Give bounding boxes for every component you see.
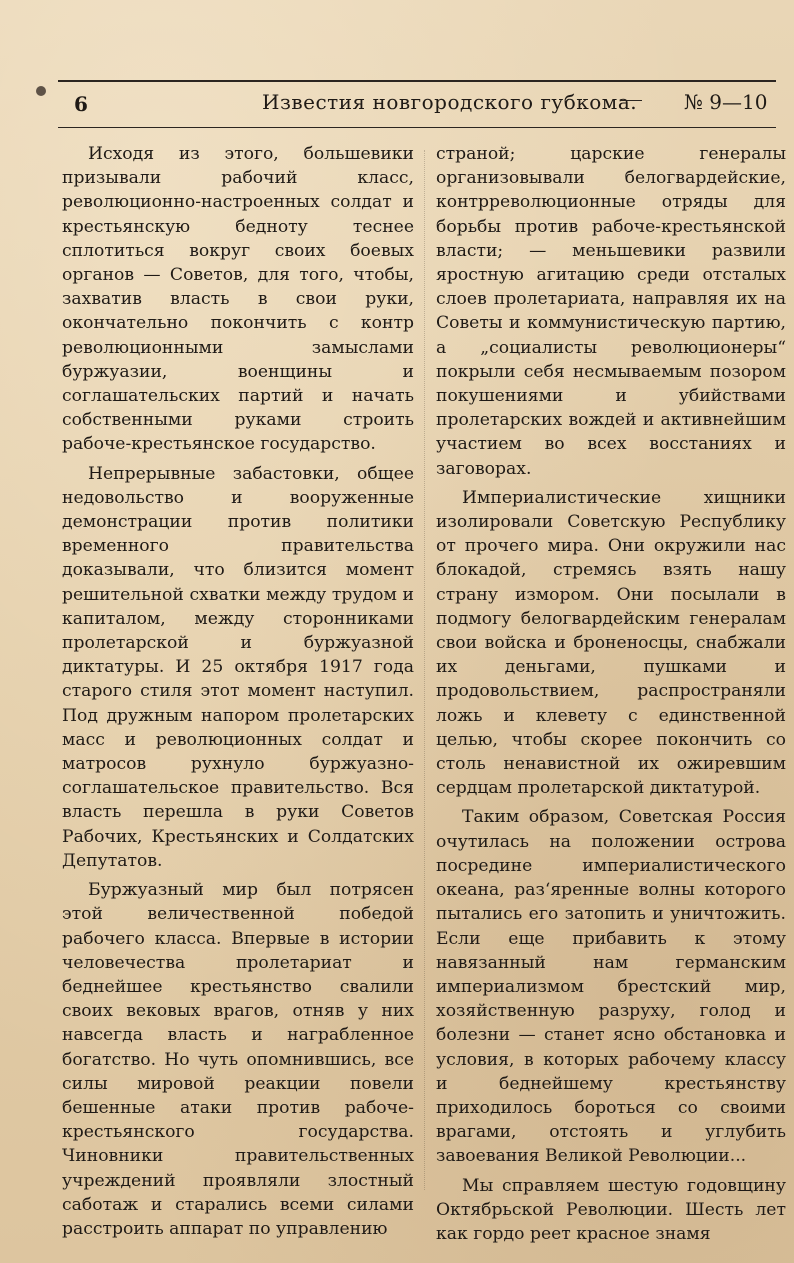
paragraph: Исходя из этого, большевики призывали рабочий класс, революционно-настроенных солдат и крестьянскую бедноту теснее сплотиться вокруг своих боевых органов — Советов, для того, чтобы, захватив власть в свои руки, окончательно покончить с контр революционными замыслами буржуазии, военщины и соглашательских партий и начать собственными руками строить рабоче-крестьянское государство.: [62, 144, 414, 455]
top-rule: [58, 80, 776, 82]
paragraph: Непрерывные забастовки, общее недовольство и вооруженные демонстрации против политики временного правительства доказывали, что близится момент решительной схватки между трудом и капиталом, между сторонниками пролетарской и буржуазной диктатуры. И 25 октября 1917 года старого стиля этот момент наступил. Под дружным напором пролетарских масс и революционных солдат и матросов рухнуло буржуазно-соглашательское правительство. Вся власть перешла в руки Советов Рабочих, Крестьянских и Солдатских Депутатов.: [62, 463, 414, 871]
paragraph: Буржуазный мир был потрясен этой величественной победой рабочего класса. Впервые в истории человечества пролетариат и беднейшее крестьянство свалили своих вековых врагов, отняв у них навсегда власть и награбленное богатство. Но чуть опомнившись, все силы мировой реакции повели бешенные атаки против рабоче-крестьянского государства. Чиновники правительственных учреждений проявляли злостный саботаж и старались всеми силами расстроить аппарат по управлению: [62, 880, 414, 1239]
header-rule: [58, 127, 776, 128]
header-dash: [620, 100, 642, 101]
paragraph: Мы справляем шестую годовщину Октябрьской Революции. Шесть лет как гордо реет красное знамя: [436, 1175, 786, 1244]
paragraph: Империалистические хищники изолировали Советскую Республику от прочего мира. Они окружили нас блокадой, стремясь взять нашу страну измором. Они посылали в подмогу белогвардейским генералам свои войска и броненосцы, снабжали их деньгами, пушками и продовольствием, распространяли ложь и клевету с единственной целью, чтобы скорее покончить со столь ненавистной их ожиревшим сердцам пролетарской диктатурой.: [436, 487, 786, 799]
right-column: [436, 142, 786, 1251]
page-number: 6: [74, 92, 88, 116]
ink-blot: [36, 86, 46, 96]
column-divider: [424, 150, 425, 1190]
paragraph: страной; царские генералы организовывали белогвардейские, контрреволюционные отряды для борьбы против рабоче-крестьянской власти; — меньшевики развили яростную агитацию среди отсталых слоев пролетариата, направляя их на Советы и коммунистическую партию, а „социалисты революционеры“ покрыли себя несмываемым позором покушениями и убийствами пролетарских вождей и активнейшим участием во всех восстаниях и заговорах.: [436, 144, 786, 479]
running-title: Известия новгородского губкома.: [262, 90, 638, 114]
left-column: [62, 142, 414, 1246]
issue-number: № 9—10: [684, 90, 768, 114]
paragraph: Таким образом, Советская Россия очутилась на положении острова посредине империалистического океана, раз‘яренные волны которого пытались его затопить и уничтожить. Если еще прибавить к этому навязанный нам германским империализмом брестский мир, хозяйственную разруху, голод и болезни — станет ясно обстановка и условия, в которых рабочему классу и беднейшему крестьянству приходилось бороться со своими врагами, отстоять и углубить завоевания Великой Революции...: [436, 807, 786, 1167]
